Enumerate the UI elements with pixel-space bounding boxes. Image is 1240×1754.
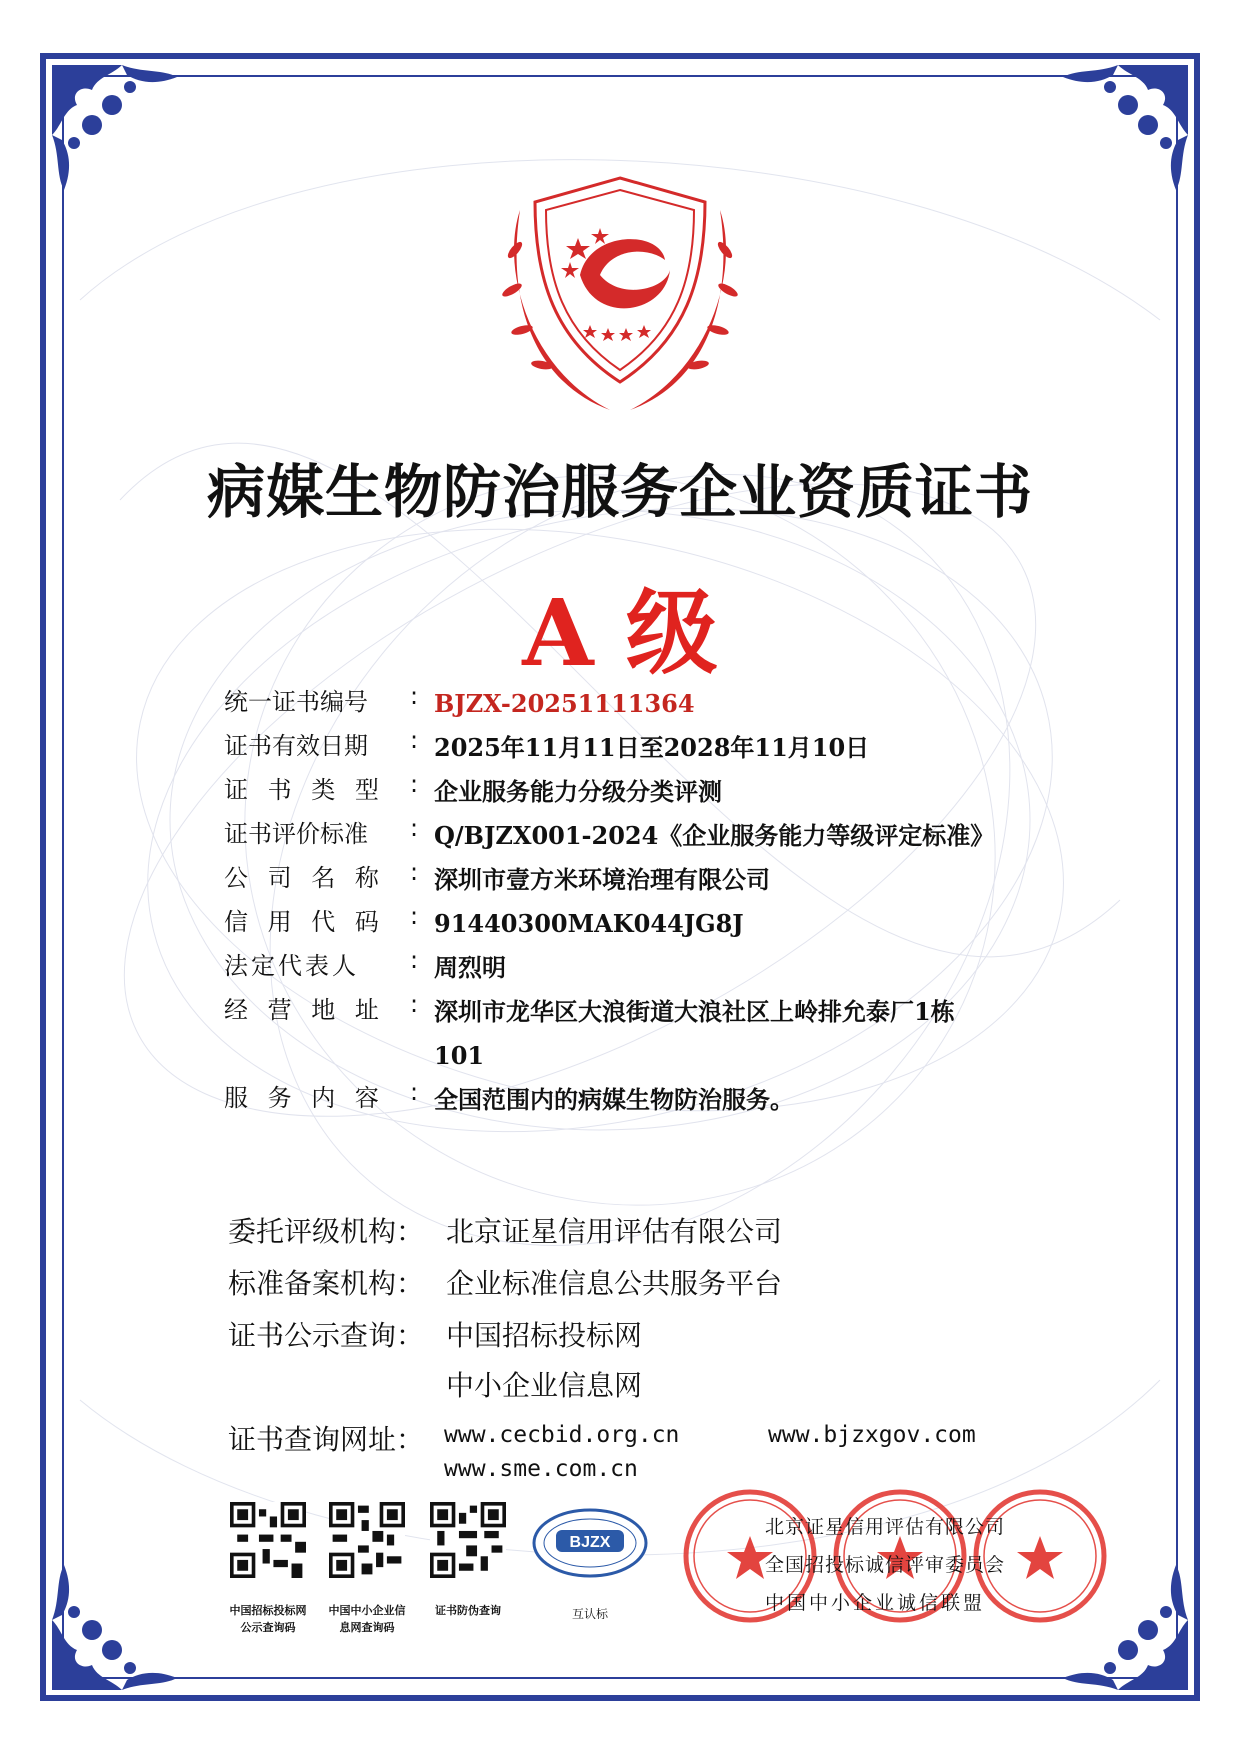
corner-ornament-icon [52,65,182,195]
corner-ornament-icon [1058,65,1188,195]
qr-code-icon [430,1502,506,1578]
certificate-grade: A 级 [522,579,718,687]
qr-caption [413,1602,523,1619]
public-query [228,1314,642,1354]
field-valid-date [224,726,869,770]
field-value: 深圳市壹方米环境治理有限公司 [434,865,770,894]
field-colon: : [409,726,419,754]
public-query-value-2: 中小企业信息网 [446,1369,643,1402]
field-label: 服 务 内 容 [224,1084,385,1112]
field-value: 2025年11月11日至2028年11月10日 [434,733,870,762]
field-business-address [224,990,979,1078]
rating-agency-value: 北京证星信用评估有限公司 [446,1215,783,1248]
field-value: 全国范围内的病媒生物防治服务。 [434,1085,794,1114]
certificate-title: 病媒生物防治服务企业资质证书 [206,458,1033,526]
field-service-content [224,1078,794,1122]
field-legal-representative [224,946,506,990]
bjzx-logo-caption: 互认标 [571,1607,608,1621]
qr-caption [312,1602,422,1636]
field-colon: : [409,858,419,886]
field-value: 91440300MAK044JG8J [434,909,744,938]
query-url-label: 证书查询网址： [228,1423,425,1456]
filing-agency-label: 标准备案机构： [228,1267,425,1300]
field-label: 统一证书编号 [224,688,368,716]
field-label: 证书有效日期 [224,732,368,760]
field-certificate-type [224,770,722,814]
public-query-value-1: 中国招标投标网 [446,1319,643,1352]
field-label: 信 用 代 码 [224,908,385,936]
seal-issuer-1: 北京证星信用评估有限公司 [765,1516,1006,1538]
field-colon: : [409,990,419,1018]
field-colon: : [409,682,419,710]
seal-issuer-3: 中国中小企业诚信联盟 [765,1592,986,1614]
field-standard [224,814,994,858]
field-value: 企业服务能力分级分类评测 [434,777,722,806]
field-colon: : [409,946,419,974]
qr-caption [213,1602,323,1636]
field-label: 法定代表人 [224,952,359,980]
filing-agency-value: 企业标准信息公共服务平台 [446,1267,783,1300]
corner-ornament-icon [52,1560,182,1690]
qr-code-icon [230,1502,306,1578]
public-query-label: 证书公示查询： [228,1319,425,1352]
field-label: 经 营 地 址 [224,996,385,1024]
rating-agency-label: 委托评级机构： [228,1215,425,1248]
field-colon: : [409,902,419,930]
qr-caption-line-1: 中国招标投标网 [229,1604,307,1617]
field-colon: : [409,814,419,842]
qr-caption-line-1: 中国中小企业信 [328,1604,406,1617]
query-url-2[interactable]: www.bjzxgov.com [768,1422,976,1448]
field-colon: : [409,1078,419,1106]
field-label: 公 司 名 称 [224,864,385,892]
rating-agency [228,1210,782,1250]
field-value: BJZX-20251111364 [434,689,695,718]
qr-caption-line-2: 公示查询码 [240,1621,296,1634]
qr-caption-line-1: 证书防伪查询 [435,1604,501,1617]
bjzx-logo-text: BJZX [569,1534,611,1551]
filing-agency [228,1262,782,1302]
query-url [228,1418,446,1458]
field-colon: : [409,770,419,798]
shield-emblem-icon [460,150,780,420]
field-company-name [224,858,770,902]
field-label: 证书评价标准 [224,820,368,848]
query-url-3[interactable]: www.sme.com.cn [444,1456,638,1482]
field-certificate-number [224,682,695,726]
field-credit-code [224,902,744,946]
query-url-1[interactable]: www.cecbid.org.cn [444,1422,680,1448]
field-label: 证 书 类 型 [224,776,385,804]
qr-code-icon [329,1502,405,1578]
bjzx-logo-icon [532,1508,648,1578]
field-value: Q/BJZX001-2024《企业服务能力等级评定标准》 [434,821,995,850]
seal-issuer-2: 全国招投标诚信评审委员会 [765,1554,1006,1576]
field-value: 周烈明 [434,953,506,982]
field-value: 深圳市龙华区大浪街道大浪社区上岭排允泰厂1栋101 [434,997,955,1070]
qr-caption-line-2: 息网查询码 [339,1621,395,1634]
